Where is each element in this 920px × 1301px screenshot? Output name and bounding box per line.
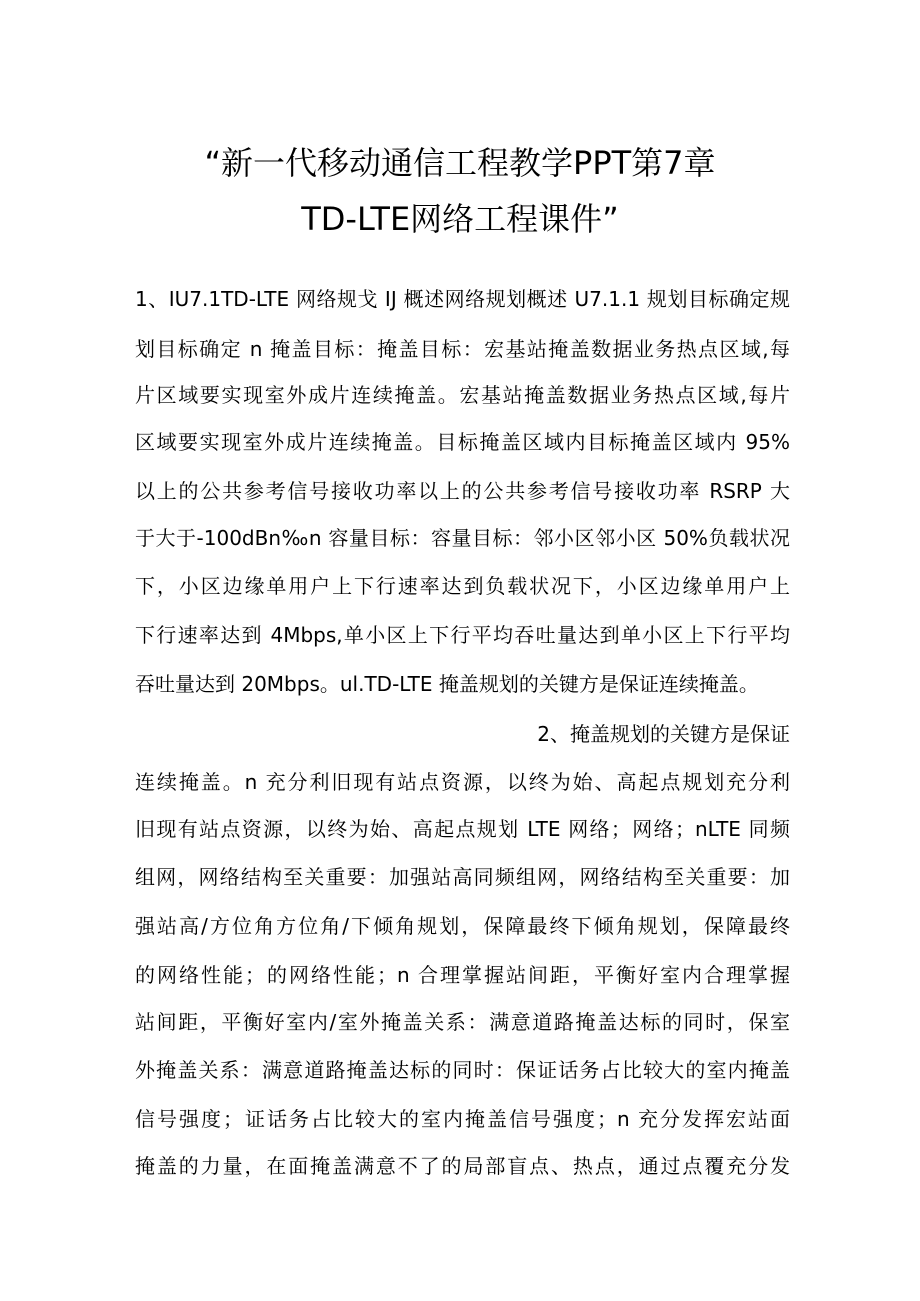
paragraph-line: 强站高/方位角方位角/下倾角规划，保障最终下倾角规划，保障最终 <box>135 914 790 938</box>
paragraph-line: 信号强度；证话务占比较大的室内掩盖信号强度；n 充分发挥宏站面 <box>135 1107 790 1131</box>
paragraph-line: 吞吐量达到 20Mbps。ul.TD-LTE 掩盖规划的关键方是保证连续掩盖。 <box>135 672 759 696</box>
paragraph-line: 掩盖的力量，在面掩盖满意不了的局部盲点、热点，通过点覆充分发 <box>135 1154 790 1178</box>
paragraph-line: 外掩盖关系：满意道路掩盖达标的同时：保证话务占比较大的室内掩盖 <box>135 1058 790 1082</box>
paragraph-line: 站间距，平衡好室内/室外掩盖关系：满意道路掩盖达标的同时，保室 <box>135 1010 790 1034</box>
paragraph-line: 下行速率达到 4Mbps,单小区上下行平均吞吐量达到单小区上下行平均 <box>135 623 790 647</box>
paragraph-line: 于大于-100dBn‰n 容量目标：容量目标：邻小区邻小区 50%负载状况 <box>135 526 790 550</box>
document-title-line-2: TD-LTE网络工程课件” <box>301 200 619 238</box>
document-title-line-1: “新一代移动通信工程教学PPT第7章 <box>204 144 716 182</box>
paragraph-line: 划目标确定 n 掩盖目标：掩盖目标：宏基站掩盖数据业务热点区域,每 <box>135 337 790 361</box>
paragraph-line: 区域要实现室外成片连续掩盖。目标掩盖区域内目标掩盖区域内 95% <box>135 430 790 454</box>
paragraph-line: 1、IU7.1TD-LTE 网络规戈 IJ 概述网络规划概述 U7.1.1 规划目标确定规 <box>135 287 790 311</box>
paragraph-line: 连续掩盖。n 充分利旧现有站点资源，以终为始、高起点规划充分利 <box>135 770 790 794</box>
paragraph-line: 组网，网络结构至关重要：加强站高同频组网，网络结构至关重要：加 <box>135 865 790 889</box>
paragraph-line: 片区域要实现室外成片连续掩盖。宏基站掩盖数据业务热点区域,每片 <box>135 383 790 407</box>
paragraph-line: 以上的公共参考信号接收功率以上的公共参考信号接收功率 RSRP 大 <box>135 479 790 503</box>
paragraph-line: 下，小区边缘单用户上下行速率达到负载状况下，小区边缘单用户上 <box>135 574 790 598</box>
paragraph-heading-line: 2、掩盖规划的关键方是保证 <box>537 722 790 746</box>
paragraph-line: 的网络性能；的网络性能；n 合理掌握站间距，平衡好室内合理掌握 <box>135 963 790 987</box>
paragraph-line: 旧现有站点资源，以终为始、高起点规划 LTE 网络；网络；nLTE 同频 <box>135 817 790 841</box>
